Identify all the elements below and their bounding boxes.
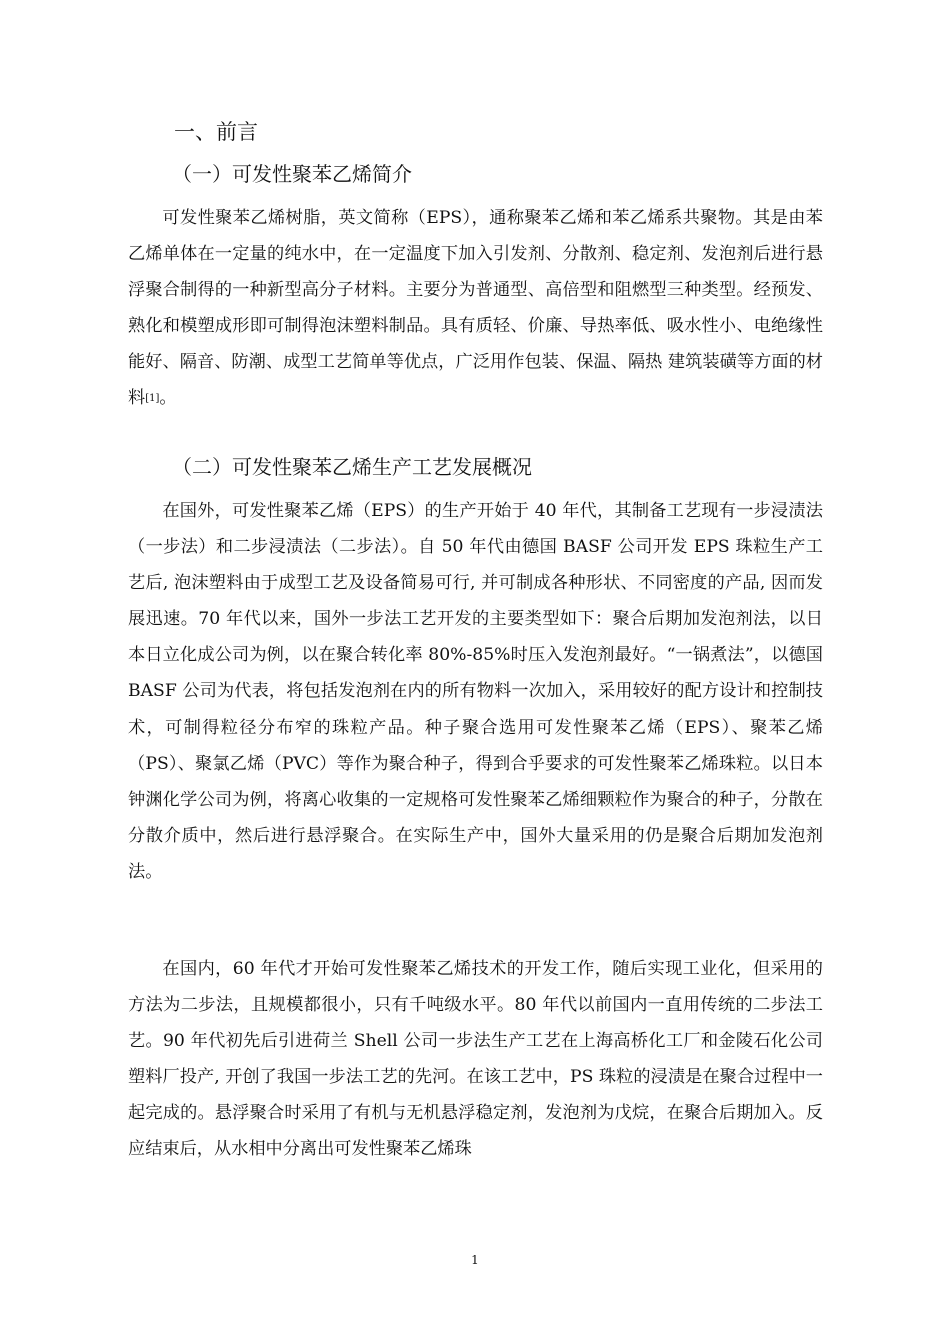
section-heading-process-development: （二）可发性聚苯乙烯生产工艺发展概况 (172, 455, 532, 479)
chapter-heading: 一、前言 (174, 120, 258, 144)
eps-intro-end: 。 (159, 388, 177, 409)
section-heading-eps-intro: （一）可发性聚苯乙烯简介 (172, 162, 412, 186)
domestic-development-paragraph: 在国内，60 年代才开始可发性聚苯乙烯技术的开发工作，随后实现工业化，但采用的方法为二步法，且规模都很小，只有千吨级水平。80 年代以前国内一直用传统的二步法工艺。90 年代初先后引进荷兰 Shell 公司一步法生产工艺在上海高桥化工厂和金陵石化公司塑料厂投产, 开创了我国一步法工艺的先河。在该工艺中，PS 珠粒的浸渍是在聚合过程中一起完成的。悬浮聚合时采用了有机与无机悬浮稳定剂，发泡剂为戊烷，在聚合后期加入。反应结束后，从水相中分离出可发性聚苯乙烯珠 (128, 959, 823, 1160)
foreign-development-paragraph: 在国外，可发性聚苯乙烯（EPS）的生产开始于 40 年代，其制备工艺现有一步浸渍法（一步法）和二步浸渍法（二步法）。自 50 年代由德国 BASF 公司开发 EPS 珠粒生产工艺后, 泡沫塑料由于成型工艺及设备简易可行, 并可制成各种形状、不同密度的产品, 因而发展迅速。70 年代以来，国外一步法工艺开发的主要类型如下：聚合后期加发泡剂法，以日本日立化成公司为例，以在聚合转化率 80%-85%时压入发泡剂最好。“一锅煮法”，以德国 BASF 公司为代表，将包括发泡剂在内的所有物料一次加入，采用较好的配方设计和控制技术，可制得粒径分布窄的珠粒产品。种子聚合选用可发性聚苯乙烯（EPS）、聚苯乙烯（PS）、聚氯乙烯（PVC）等作为聚合种子，得到合乎要求的可发性聚苯乙烯珠粒。以日本钟渊化学公司为例，将离心收集的一定规格可发性聚苯乙烯细颗粒作为聚合的种子，分散在分散介质中，然后进行悬浮聚合。在实际生产中，国外大量采用的仍是聚合后期加发泡剂法。 (128, 501, 823, 882)
eps-intro-text: 可发性聚苯乙烯树脂，英文简称（EPS），通称聚苯乙烯和苯乙烯系共聚物。其是由苯乙烯单体在一定量的纯水中，在一定温度下加入引发剂、分散剂、稳定剂、发泡剂后进行悬浮聚合制得的一种新型高分子材料。主要分为普通型、高倍型和阻燃型三种类型。经预发、熟化和模塑成形即可制得泡沫塑料制品。具有质轻、价廉、导热率低、吸水性小、电绝缘性能好、隔音、防潮、成型工艺简单等优点，广泛用作包装、保温、隔热 建筑装磺等方面的材料 (128, 208, 823, 409)
reference-marker: [1] (145, 393, 160, 405)
page-number: 1 (471, 1253, 479, 1267)
eps-intro-paragraph (128, 200, 823, 418)
